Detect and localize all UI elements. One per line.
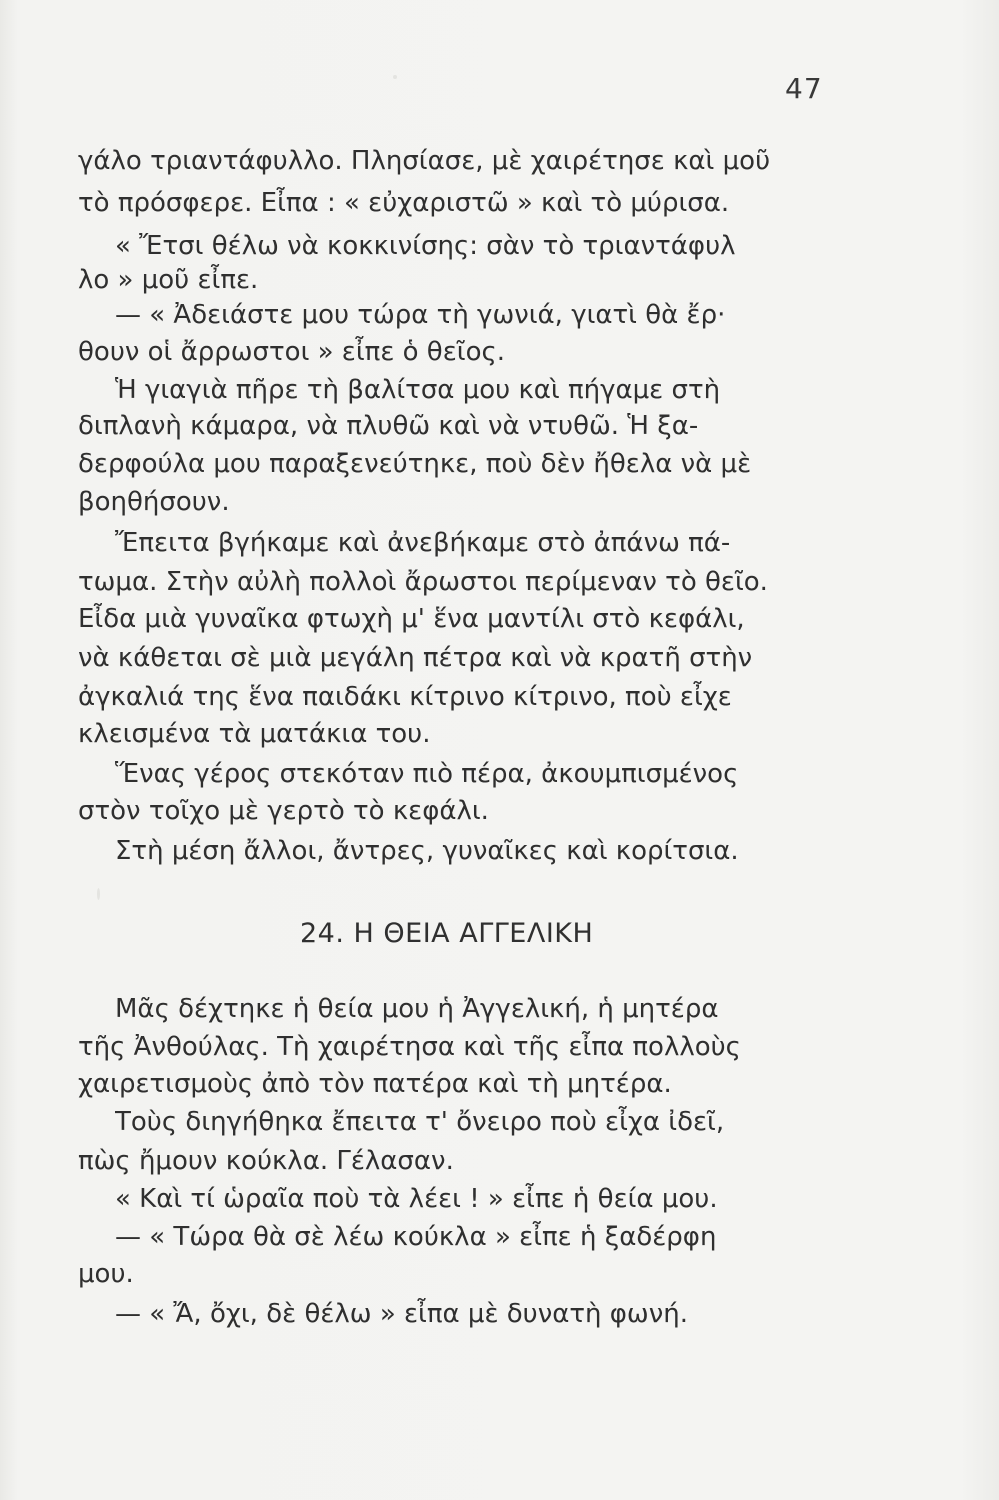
text-line: μου. — [78, 1259, 134, 1289]
text-line: « Καὶ τί ὡραῖα ποὺ τὰ λέει ! » εἶπε ἡ θεία μου. — [115, 1184, 718, 1214]
text-line: Στὴ μέση ἄλλοι, ἄντρες, γυναῖκες καὶ κορίτσια. — [115, 836, 739, 866]
text-line: — « Τώρα θὰ σὲ λέω κούκλα » εἶπε ἡ ξαδέρφη — [115, 1222, 717, 1252]
text-line: χαιρετισμοὺς ἀπὸ τὸν πατέρα καὶ τὴ μητέρα. — [78, 1069, 672, 1099]
text-line: Μᾶς δέχτηκε ἡ θεία μου ἡ Ἀγγελική, ἡ μητέρα — [115, 994, 719, 1024]
text-line: Ἕνας γέρος στεκόταν πιὸ πέρα, ἀκουμπισμένος — [115, 759, 739, 789]
text-line: ἀγκαλιά της ἕνα παιδάκι κίτρινο κίτρινο, ποὺ εἶχε — [78, 682, 732, 712]
text-line: — « Ἄ, ὄχι, δὲ θέλω » εἶπα μὲ δυνατὴ φωνή. — [115, 1299, 688, 1329]
text-line: νὰ κάθεται σὲ μιὰ μεγάλη πέτρα καὶ νὰ κρατῆ στὴν — [78, 643, 753, 673]
text-line: Τοὺς διηγήθηκα ἔπειτα τ' ὄνειρο ποὺ εἶχα ἰδεῖ, — [115, 1107, 725, 1137]
ink-speck — [393, 75, 397, 79]
text-line: βοηθήσουν. — [78, 487, 230, 517]
text-line: δερφούλα μου παραξενεύτηκε, ποὺ δὲν ἤθελα νὰ μὲ — [78, 449, 752, 479]
text-line: κλεισμένα τὰ ματάκια του. — [78, 719, 431, 749]
text-line: Εἶδα μιὰ γυναῖκα φτωχὴ μ' ἕνα μαντίλι στὸ κεφάλι, — [78, 604, 745, 634]
text-line: τὸ πρόσφερε. Εἶπα : « εὐχαριστῶ » καὶ τὸ μύρισα. — [78, 188, 730, 218]
text-line: « Ἔτσι θέλω νὰ κοκκινίσης: σὰν τὸ τριαντάφυλ — [115, 231, 736, 261]
text-line: — « Ἀδειάστε μου τώρα τὴ γωνιά, γιατὶ θὰ ἔρ· — [115, 300, 726, 330]
text-line: λο » μοῦ εἶπε. — [78, 265, 259, 295]
chapter-heading: 24. Η ΘΕΙΑ ΑΓΓΕΛΙΚΗ — [300, 918, 594, 949]
text-line: πὼς ἤμουν κούκλα. Γέλασαν. — [78, 1146, 454, 1176]
text-line: Ἔπειτα βγήκαμε καὶ ἀνεβήκαμε στὸ ἀπάνω πά- — [115, 528, 731, 558]
text-line: τῆς Ἀνθούλας. Τὴ χαιρέτησα καὶ τῆς εἶπα πολλοὺς — [78, 1032, 741, 1062]
text-line: Ἡ γιαγιὰ πῆρε τὴ βαλίτσα μου καὶ πήγαμε στὴ — [115, 375, 721, 405]
text-line: γάλο τριαντάφυλλο. Πλησίασε, μὲ χαιρέτησε καὶ μοῦ — [78, 146, 771, 176]
page-number: 47 — [785, 72, 823, 105]
text-line: θουν οἱ ἄρρωστοι » εἶπε ὁ θεῖος. — [78, 337, 505, 367]
text-line: τωμα. Στὴν αὐλὴ πολλοὶ ἄρωστοι περίμεναν τὸ θεῖο. — [78, 567, 768, 597]
text-line: διπλανὴ κάμαρα, νὰ πλυθῶ καὶ νὰ ντυθῶ. Ἡ ξα- — [78, 411, 699, 441]
ink-speck — [97, 888, 100, 900]
text-line: στὸν τοῖχο μὲ γερτὸ τὸ κεφάλι. — [78, 796, 489, 826]
